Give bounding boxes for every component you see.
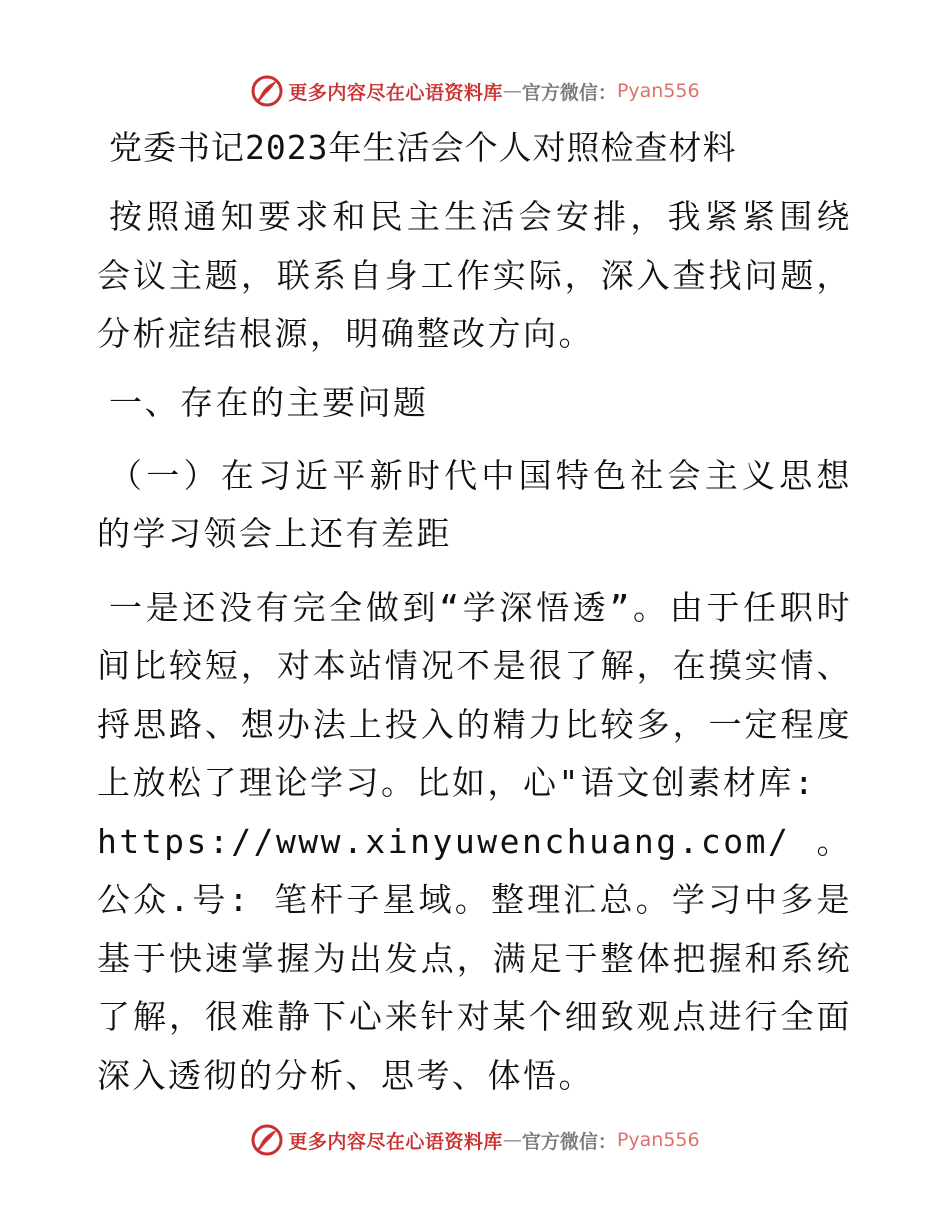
wechat-label: 官方微信： (521, 81, 617, 104)
wechat-id: Pyan556 (616, 1129, 700, 1151)
section-heading: 一、存在的主要问题 (109, 382, 429, 422)
wechat-label: 官方微信： (521, 1130, 617, 1153)
banner-dash: — (502, 1129, 522, 1151)
footer-watermark-banner (0, 1120, 950, 1160)
intro-paragraph: 按照通知要求和民主生活会安排，我紧紧围绕会议主题，联系自身工作实际，深入查找问题，分析症结根源，明确整改方向。 (97, 197, 852, 353)
subsection-heading: （一）在习近平新时代中国特色社会主义思想的学习领会上还有差距 (97, 455, 852, 553)
banner-dash: — (502, 80, 522, 102)
quill-logo-icon (250, 74, 284, 108)
wechat-id: Pyan556 (616, 80, 700, 102)
point-paragraph: 一是还没有完全做到“学深悟透”。由于任职时间比较短，对本站情况不是很了解，在摸实情、捋思路、想办法上投入的精力比较多，一定程度上放松了理论学习。比如，心"语文创素材库: (97, 587, 852, 802)
document-page (97, 124, 852, 1120)
promo-text: 更多内容尽在心语资料库 (288, 81, 503, 104)
quill-logo-icon (250, 1123, 284, 1157)
promo-text: 更多内容尽在心语资料库 (288, 1130, 503, 1153)
header-watermark-banner (0, 71, 950, 111)
point-paragraph-continued: https://www.xinyuwenchuang.com/。公众.号: 笔杆子星域。整理汇总。学习中多是基于快速掌握为出发点，满足于整体把握和系统了解，很难静下心来针对某个细致观点进行全面深入透彻的分析、思考、体悟。 (97, 821, 852, 1095)
document-title: 党委书记2023年生活会个人对照检查材料 (109, 128, 737, 167)
